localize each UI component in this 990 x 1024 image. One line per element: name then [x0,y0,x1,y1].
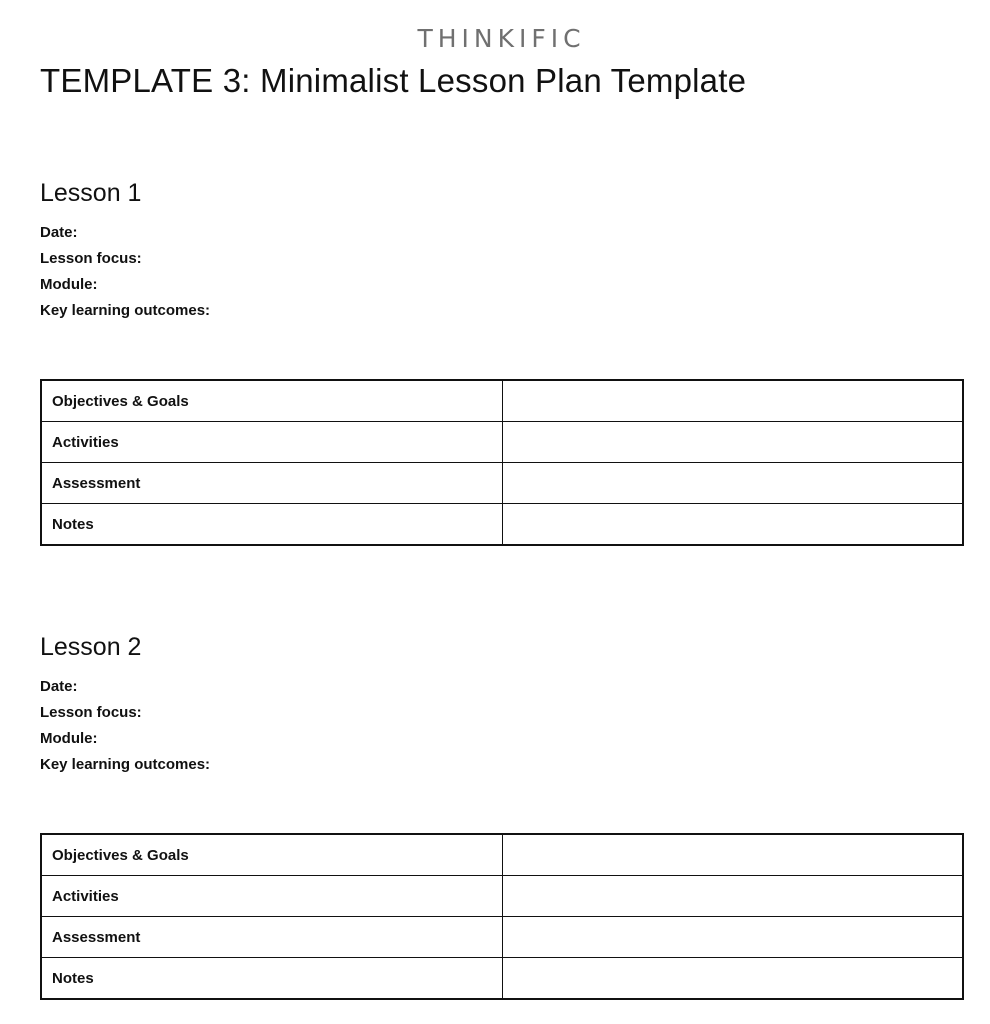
lesson-fields [40,220,962,324]
row-label-notes: Notes [41,958,503,1000]
table-row [41,504,963,546]
field-date: Date: [40,224,78,241]
row-value-notes[interactable] [503,958,964,1000]
row-value-assessment[interactable] [503,917,964,958]
lesson-section-2 [40,628,962,987]
lesson-heading: Lesson 2 [40,633,142,661]
table-row [41,876,963,917]
lesson-section-1 [40,174,962,533]
row-label-assessment: Assessment [41,917,503,958]
row-value-assessment[interactable] [503,463,964,504]
lesson-heading: Lesson 1 [40,179,142,207]
row-value-objectives-goals[interactable] [503,380,964,422]
field-date: Date: [40,678,78,695]
lesson-fields [40,674,962,778]
field-lesson-focus: Lesson focus: [40,250,142,267]
row-label-objectives-goals: Objectives & Goals [41,834,503,876]
table-row [41,463,963,504]
row-label-assessment: Assessment [41,463,503,504]
row-value-notes[interactable] [503,504,964,546]
field-module: Module: [40,276,98,293]
brand-logo: THINKIFIC [417,24,586,53]
row-value-activities[interactable] [503,422,964,463]
page-title: TEMPLATE 3: Minimalist Lesson Plan Template [40,62,747,99]
table-row [41,917,963,958]
row-value-objectives-goals[interactable] [503,834,964,876]
field-key-learning-outcomes: Key learning outcomes: [40,756,211,773]
row-label-notes: Notes [41,504,503,546]
row-label-activities: Activities [41,422,503,463]
field-lesson-focus: Lesson focus: [40,704,142,721]
table-row [41,380,963,422]
field-module: Module: [40,730,98,747]
table-row [41,958,963,1000]
field-key-learning-outcomes: Key learning outcomes: [40,302,211,319]
table-row [41,422,963,463]
lesson-plan-table [40,833,964,1000]
row-value-activities[interactable] [503,876,964,917]
row-label-objectives-goals: Objectives & Goals [41,380,503,422]
table-row [41,834,963,876]
row-label-activities: Activities [41,876,503,917]
lesson-plan-table [40,379,964,546]
